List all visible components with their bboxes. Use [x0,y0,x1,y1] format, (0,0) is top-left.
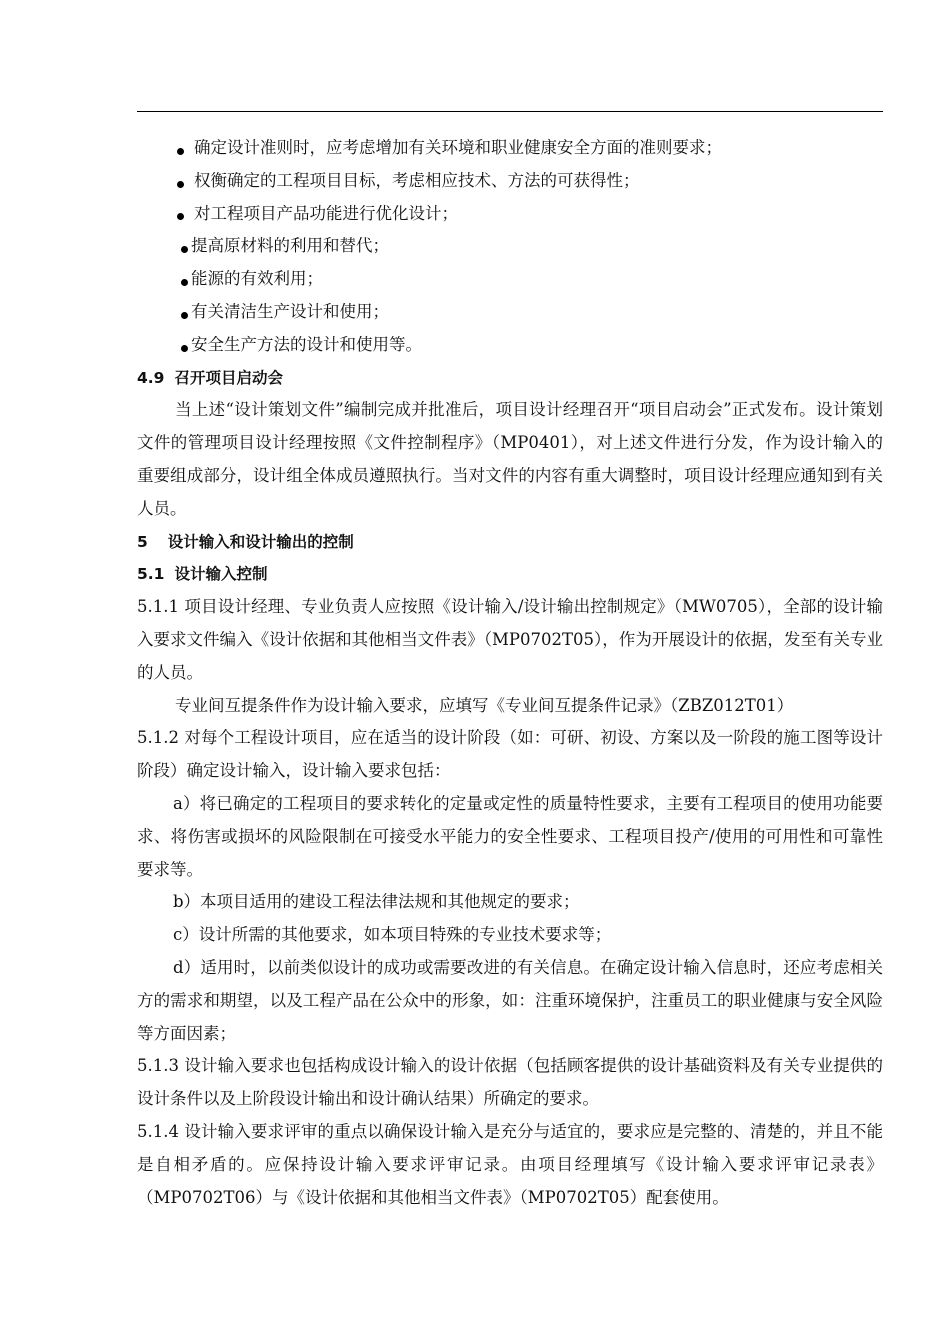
bullet-item: 确定设计准则时，应考虑增加有关环境和职业健康安全方面的准则要求； [137,132,883,165]
bullet-item: 提高原材料的利用和替代； [137,230,883,263]
bullet-icon [181,345,188,352]
bullet-icon [177,213,184,220]
bullet-item: 有关清洁生产设计和使用； [137,296,883,329]
section-4-9-body: 当上述“设计策划文件”编制完成并批准后，项目设计经理召开“项目启动会”正式发布。设计策划文件的管理项目设计经理按照《文件控制程序》（MP0401），对上述文件进行分发，作为设计输入的重要组成部分，设计组全体成员遵照执行。当对文件的内容有重大调整时，项目设计经理应通知到有关人员。 [137,400,883,518]
requirement-item-a: a）将已确定的工程项目的要求转化的定量或定性的质量特性要求，主要有工程项目的使用功能要求、将伤害或损坏的风险限制在可接受水平能力的安全性要求、工程项目投产/使用的可用性和可靠性要求等。 [137,793,883,879]
clause-5-1-1: 5.1.1 项目设计经理、专业负责人应按照《设计输入/设计输出控制规定》（MW0705），全部的设计输入要求文件编入《设计依据和其他相当文件表》（MP0702T05），作为开展设计的依据，发至有关专业的人员。 [137,597,883,682]
bullet-icon [181,312,188,319]
requirement-item-b: b）本项目适用的建设工程法律法规和其他规定的要求； [173,892,580,912]
header-rule [137,111,883,112]
bullet-icon [181,246,188,253]
bullet-item: 能源的有效利用； [137,263,883,296]
bullet-item: 安全生产方法的设计和使用等。 [137,329,883,362]
requirement-item-d: d）适用时，以前类似设计的成功或需要改进的有关信息。在确定设计输入信息时，还应考虑相关方的需求和期望，以及工程产品在公众中的形象，如：注重环境保护，注重员工的职业健康与安全风险等方面因素； [137,957,883,1043]
requirement-item-c: c）设计所需的其他要求，如本项目特殊的专业技术要求等； [173,925,612,945]
section-heading-4-9: 4.9 召开项目启动会 [137,368,283,387]
bullet-icon [177,148,184,155]
clause-5-1-1-followup: 专业间互提条件作为设计输入要求，应填写《专业间互提条件记录》（ZBZ012T01） [175,695,794,715]
bullet-icon [177,181,184,188]
bullet-item: 权衡确定的工程项目目标，考虑相应技术、方法的可获得性； [137,165,883,198]
bullet-icon [181,279,188,286]
clause-5-1-3: 5.1.3 设计输入要求也包括构成设计输入的设计依据（包括顾客提供的设计基础资料及有关专业提供的设计条件以及上阶段设计输出和设计确认结果）所确定的要求。 [137,1056,883,1109]
section-heading-5-1: 5.1 设计输入控制 [137,565,268,584]
section-heading-5: 5 设计输入和设计输出的控制 [137,532,354,551]
document-body [137,132,883,1214]
clause-5-1-4: 5.1.4 设计输入要求评审的重点以确保设计输入是充分与适宜的，要求应是完整的、清楚的，并且不能是自相矛盾的。应保持设计输入要求评审记录。由项目经理填写《设计输入要求评审记录表》（MP0702T06）与《设计依据和其他相当文件表》（MP0702T05）配套使用。 [137,1121,883,1207]
bullet-item: 对工程项目产品功能进行优化设计； [137,198,883,231]
clause-5-1-2: 5.1.2 对每个工程设计项目，应在适当的设计阶段（如：可研、初设、方案以及一阶段的施工图等设计阶段）确定设计输入，设计输入要求包括： [137,728,883,781]
